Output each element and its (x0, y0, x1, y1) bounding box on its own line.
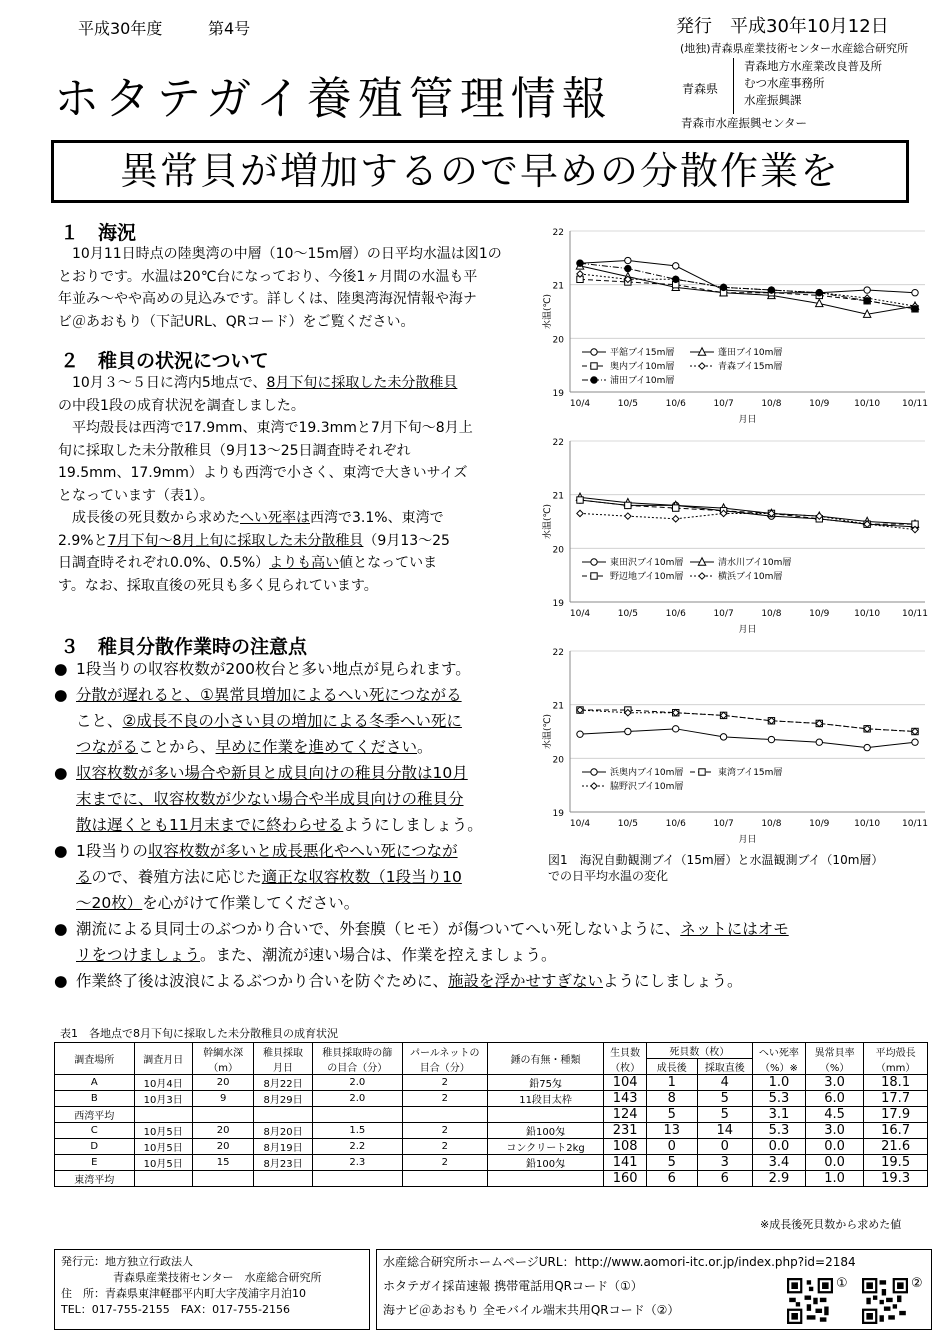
header-weight: 錘の有無・種類 (487, 1043, 604, 1075)
publisher-city-center: 青森市水産振興センター (681, 116, 808, 130)
header-abnormal: 異常貝率 （%） (805, 1043, 863, 1075)
y-axis-label: 水温(℃) (543, 713, 553, 750)
text: ようにしましょう。 (343, 816, 483, 834)
table-cell: E (55, 1155, 135, 1171)
data-point (816, 739, 822, 745)
underlined-text: ～20枚） (76, 894, 143, 912)
data-point (864, 287, 870, 293)
text: 1段当りの収容枚数が200枚台と多い地点が見られます。 (76, 660, 471, 678)
y-tick-label: 20 (552, 755, 564, 766)
section-1-line: 年並み～やや高めの見込みです。詳しくは、陸奥湾海況情報や海ナ (58, 291, 477, 307)
table-cell: 108 (604, 1139, 646, 1155)
table-cell: 11段目太枠 (487, 1091, 604, 1107)
data-point (699, 573, 705, 579)
table-cell: 0 (697, 1139, 752, 1155)
table-cell: 3.0 (805, 1123, 863, 1139)
x-tick-label: 10/8 (761, 609, 782, 619)
table-cell: 19.3 (864, 1171, 928, 1187)
legend-label: 奥内ブイ10m層 (610, 362, 675, 372)
table-cell: 20 (192, 1075, 254, 1091)
table-cell: D (55, 1139, 135, 1155)
x-tick-label: 10/9 (809, 609, 830, 619)
text: こと、 (76, 712, 123, 730)
x-tick-label: 10/9 (809, 399, 830, 409)
underlined-text: つながる (76, 738, 139, 756)
table-cell: 3 (697, 1155, 752, 1171)
underlined-text: ネットにはオモ (680, 920, 789, 938)
data-point (577, 260, 583, 266)
table-cell: 124 (604, 1107, 646, 1123)
section-3-bullets-wide (54, 916, 924, 994)
underlined-text: へい死率は (240, 510, 310, 526)
data-point (673, 263, 679, 269)
bullet-dot: ● (54, 972, 68, 990)
table-cell: 2.9 (752, 1171, 805, 1187)
underlined-text: 収容枚数が多いと成長悪化やへい死につなが (147, 842, 458, 860)
table-cell (402, 1171, 487, 1187)
table-cell: 0.0 (805, 1139, 863, 1155)
address: 住 所：青森県東津軽郡平内町大字茂浦字月泊10 (61, 1287, 306, 1300)
text: 値となっていま (339, 555, 438, 571)
table-cell: 2.2 (312, 1139, 402, 1155)
table-row (55, 1171, 928, 1187)
bullet-dot: ● (54, 764, 68, 782)
legend-label: 野辺地ブイ10m層 (610, 572, 684, 582)
table-cell: 1.5 (312, 1123, 402, 1139)
legend-label: 青森ブイ15m層 (718, 362, 783, 372)
x-axis-label: 月日 (738, 415, 757, 425)
x-tick-label: 10/10 (854, 819, 881, 829)
data-point (577, 731, 583, 737)
qr-code-1[interactable] (787, 1278, 833, 1324)
y-tick-label: 21 (552, 491, 564, 502)
text: 2.9%と (58, 532, 108, 549)
data-point (591, 349, 597, 355)
data-point (625, 728, 631, 734)
section-3-bullets (54, 656, 548, 916)
text: ことから、 (138, 738, 216, 756)
table-cell: 4.5 (805, 1107, 863, 1123)
header-mortality: へい死率 （%）※ (752, 1043, 805, 1075)
table-cell: 104 (604, 1075, 646, 1091)
table-cell: 160 (604, 1171, 646, 1187)
y-tick-label: 21 (552, 281, 564, 292)
text: 潮流による貝同士のぶつかり合いで、外套膜（ヒモ）が傷ついてへい死しないように、 (76, 920, 681, 938)
table-cell: 鉛100匁 (487, 1123, 604, 1139)
header-collect: 稚貝採取 月日 (254, 1043, 312, 1075)
text: ので、養殖方法に応じた (91, 868, 262, 886)
y-tick-label: 19 (552, 809, 564, 819)
underlined-text: 8月下旬に採取した未分散稚貝 (266, 375, 458, 391)
x-tick-label: 10/7 (713, 399, 734, 409)
y-tick-label: 19 (552, 389, 564, 399)
x-tick-label: 10/4 (569, 609, 591, 619)
header-length: 平均殻長 （mm） (864, 1043, 928, 1075)
legend-label: 清水川ブイ10m層 (718, 558, 792, 568)
table-cell: 8月23日 (254, 1155, 312, 1171)
y-tick-label: 22 (552, 438, 564, 448)
publisher-list (733, 58, 929, 114)
table-cell: 18.1 (864, 1075, 928, 1091)
x-tick-label: 10/9 (809, 819, 830, 829)
figure-caption (548, 852, 883, 884)
table-cell (402, 1107, 487, 1123)
text: 日調査時それぞれ0.0%、0.5%） (58, 555, 270, 571)
header-pearl: パールネットの 目合（分） (402, 1043, 487, 1075)
data-point (591, 573, 597, 579)
text: 成長後の死貝数から求めた (58, 510, 240, 526)
table-row (55, 1107, 928, 1123)
table-cell: 20 (192, 1123, 254, 1139)
table-cell (254, 1171, 312, 1187)
table-cell: 1.0 (805, 1171, 863, 1187)
data-point (591, 783, 597, 789)
table-cell: 1 (646, 1075, 697, 1091)
header-dead: 死貝数（枚） (646, 1043, 752, 1059)
homepage-url[interactable]: 水産総合研究所ホームページURL：http://www.aomori-itc.or.jp/index.php?id=2184 (383, 1255, 856, 1269)
data-point (912, 739, 918, 745)
x-tick-label: 10/7 (713, 609, 734, 619)
table-cell (487, 1171, 604, 1187)
publisher-office-1: 青森地方水産業改良普及所 (744, 59, 882, 73)
table-cell: 6 (646, 1171, 697, 1187)
x-tick-label: 10/5 (617, 819, 638, 829)
table-cell: 8月29日 (254, 1091, 312, 1107)
x-tick-label: 10/10 (854, 399, 881, 409)
text: 。また、潮流が速い場合は、作業を控えましょう。 (200, 946, 557, 964)
table-cell: 15 (192, 1155, 254, 1171)
underlined-text: 早めに作業を進めてください (215, 738, 418, 756)
table-cell (312, 1107, 402, 1123)
table-cell: 3.1 (752, 1107, 805, 1123)
data-point (673, 505, 679, 511)
text: 19.5mm、17.9mm）よりも西湾で小さく、東湾で大きいサイズ (58, 465, 468, 481)
table-cell (134, 1171, 192, 1187)
qr2-description: 海ナビ＠あおもり 全モバイル端末共用QRコード（②） (383, 1303, 680, 1317)
phone-fax: TEL：017-755-2155 FAX：017-755-2156 (61, 1303, 291, 1316)
legend-label: 蓬田ブイ10m層 (718, 348, 783, 358)
x-tick-label: 10/11 (902, 819, 928, 829)
table-cell: 2 (402, 1139, 487, 1155)
caption-line: 図1 海況自動観測ブイ（15m層）と水温観測ブイ（10m層） (548, 853, 884, 867)
table-cell: 6 (697, 1171, 752, 1187)
x-tick-label: 10/4 (569, 399, 591, 409)
publisher-office-2: むつ水産事務所 (744, 76, 825, 90)
growth-table (54, 1042, 928, 1187)
x-axis-label: 月日 (738, 625, 757, 635)
x-tick-label: 10/6 (665, 609, 686, 619)
table-cell: 1.0 (752, 1075, 805, 1091)
underlined-text: 施設を浮かせすぎない (448, 972, 604, 990)
section-1-line: ビ＠あおもり（下記URL、QRコード）をご覧ください。 (58, 313, 415, 330)
table-cell: 3.4 (752, 1155, 805, 1171)
caption-line: での日平均水温の変化 (548, 869, 669, 883)
table-cell: 143 (604, 1091, 646, 1107)
section-1-heading: １ 海況 (60, 222, 137, 244)
text: 西湾で3.1%、東湾で (310, 510, 444, 526)
newsletter-title: ホタテガイ養殖管理情報 (54, 72, 613, 125)
table-cell: 16.7 (864, 1123, 928, 1139)
text: 旬に採取した未分散稚貝（9月13～25日調査時それぞれ (58, 442, 411, 459)
data-point (591, 559, 597, 565)
x-axis-label: 月日 (738, 835, 757, 845)
table-cell: 2 (402, 1091, 487, 1107)
data-point (577, 497, 583, 503)
issuer-name: 青森県産業技術センター 水産総合研究所 (113, 1271, 322, 1284)
text: 平均殻長は西湾で17.9mm、東湾で19.3mmと7月下旬～8月上 (58, 420, 473, 436)
table-cell: A (55, 1075, 135, 1091)
table-cell: 231 (604, 1123, 646, 1139)
data-point (577, 510, 583, 516)
header-dead-after: 成長後 (646, 1059, 697, 1075)
table-cell: 3.0 (805, 1075, 863, 1091)
x-tick-label: 10/6 (665, 819, 686, 829)
qr1-description: ホタテガイ採苗速報 携帯電話用QRコード（①） (383, 1279, 643, 1293)
issue-number: 第4号 (208, 19, 251, 38)
table-cell: 10月3日 (134, 1091, 192, 1107)
table-cell: 東湾平均 (55, 1171, 135, 1187)
header-count: 生貝数 （枚） (604, 1043, 646, 1075)
table-cell: 141 (604, 1155, 646, 1171)
table-cell: 10月5日 (134, 1123, 192, 1139)
table-cell: コンクリート2kg (487, 1139, 604, 1155)
table-cell: 8月20日 (254, 1123, 312, 1139)
headline-box: 異常貝が増加するので早めの分散作業を (51, 140, 909, 203)
header-date: 調査月日 (134, 1043, 192, 1075)
underlined-text: る (76, 868, 92, 886)
legend-label: 東田沢ブイ10m層 (610, 558, 684, 568)
table-cell: 14 (697, 1123, 752, 1139)
data-point (912, 290, 918, 296)
table-cell: 西湾平均 (55, 1107, 135, 1123)
text: 10月３～５日に湾内5地点で、 (58, 375, 267, 391)
legend-label: 浜奥内ブイ10m層 (610, 768, 684, 778)
underlined-text: 散は遅くとも11月末までに終わらせる (76, 816, 344, 834)
table-cell: 13 (646, 1123, 697, 1139)
table-cell: 0.0 (752, 1139, 805, 1155)
x-tick-label: 10/11 (902, 399, 928, 409)
data-point (673, 276, 679, 282)
legend-label: 東湾ブイ15m層 (718, 768, 783, 778)
x-tick-label: 10/8 (761, 819, 782, 829)
underlined-text: リをつけましょう (76, 946, 201, 964)
table-row (55, 1155, 928, 1171)
table-cell (312, 1171, 402, 1187)
text: す。なお、採取直後の死貝も多く見られています。 (58, 577, 378, 594)
publisher-institute: (地独)青森県産業技術センター水産総合研究所 (680, 42, 909, 55)
bullet-dot: ● (54, 842, 68, 860)
table-cell: 21.6 (864, 1139, 928, 1155)
table-cell: 0.0 (805, 1155, 863, 1171)
x-tick-label: 10/7 (713, 819, 734, 829)
underlined-text: よりも高い (269, 555, 340, 571)
underlined-text: 収容枚数が多い場合や新貝と成貝向けの稚貝分散は10月 (76, 764, 468, 782)
table-cell: 5 (646, 1107, 697, 1123)
legend-label: 平舘ブイ15m層 (610, 348, 675, 358)
y-axis-label: 水温(℃) (543, 503, 553, 540)
publisher-office-3: 水産振興課 (744, 93, 802, 107)
section-1-line: 10月11日時点の陸奥湾の中層（10～15m層）の日平均水温は図1の (58, 246, 502, 262)
water-temperature-charts (540, 215, 935, 845)
table-cell: 鉛100匁 (487, 1155, 604, 1171)
y-tick-label: 21 (552, 701, 564, 712)
series-line (580, 497, 915, 524)
table-cell: 19.5 (864, 1155, 928, 1171)
data-point (673, 726, 679, 732)
header-dead-just: 採取直後 (697, 1059, 752, 1075)
text: 1段当りの (76, 842, 148, 860)
table-cell: 8 (646, 1091, 697, 1107)
table-header-row (55, 1043, 928, 1059)
x-tick-label: 10/11 (902, 609, 928, 619)
table-cell (254, 1107, 312, 1123)
underlined-text: 末までに、収容枚数が少ない場合や半成貝向けの稚貝分 (76, 790, 464, 808)
section-2-body (58, 372, 543, 597)
table-cell: 5.3 (752, 1123, 805, 1139)
table-cell: 2 (402, 1075, 487, 1091)
data-point (673, 516, 679, 522)
text: （9月13～25 (363, 532, 450, 549)
table-cell: 5 (697, 1091, 752, 1107)
data-point (625, 265, 631, 271)
table-row (55, 1139, 928, 1155)
header-site: 調査場所 (55, 1043, 135, 1075)
table-cell: 4 (697, 1075, 752, 1091)
table-cell (192, 1107, 254, 1123)
x-tick-label: 10/5 (617, 399, 638, 409)
data-point (720, 734, 726, 740)
x-tick-label: 10/8 (761, 399, 782, 409)
table-cell: 2.3 (312, 1155, 402, 1171)
data-point (591, 769, 597, 775)
underlined-text: 7月下旬～8月上旬に採取した未分散稚貝 (107, 532, 364, 549)
table-caption: 表1 各地点で8月下旬に採取した未分散稚貝の成育状況 (60, 1027, 338, 1040)
x-tick-label: 10/5 (617, 609, 638, 619)
data-point (699, 363, 705, 369)
data-point (625, 257, 631, 263)
text: 作業終了後は波浪によるぶつかり合いを防ぐために、 (76, 972, 449, 990)
data-point (768, 736, 774, 742)
section-2-heading: ２ 稚貝の状況について (60, 350, 269, 372)
table-cell: B (55, 1091, 135, 1107)
x-tick-label: 10/6 (665, 399, 686, 409)
table-cell: 20 (192, 1139, 254, 1155)
publisher-prefecture: 青森県 (682, 82, 719, 96)
table-cell: 8月19日 (254, 1139, 312, 1155)
x-tick-label: 10/4 (569, 819, 591, 829)
data-point (625, 502, 631, 508)
table-cell: 5 (697, 1107, 752, 1123)
data-point (591, 363, 597, 369)
table-cell: 鉛75匁 (487, 1075, 604, 1091)
underlined-text: 分散が遅れると、①異常貝増加によるへい死につながる (76, 686, 462, 704)
table-cell: 5 (646, 1155, 697, 1171)
table-cell: 0 (646, 1139, 697, 1155)
header-mesh: 稚貝採取時の篩 の目合（分） (312, 1043, 402, 1075)
table-row (55, 1123, 928, 1139)
data-point (816, 290, 822, 296)
table-cell: 10月4日 (134, 1075, 192, 1091)
table-cell: 2 (402, 1155, 487, 1171)
table-cell: 6.0 (805, 1091, 863, 1107)
footer-contact (54, 1249, 370, 1330)
issuer-label: 発行元：地方独立行政法人 (61, 1255, 193, 1268)
text: の中段1段の成育状況を調査しました。 (58, 397, 305, 414)
table-cell: 10月5日 (134, 1155, 192, 1171)
table-cell: 2.0 (312, 1075, 402, 1091)
legend-label: 脇野沢ブイ10m層 (610, 782, 684, 792)
issue-year: 平成30年度 (78, 19, 163, 38)
data-point (720, 284, 726, 290)
data-point (591, 377, 597, 383)
table-cell: 8月22日 (254, 1075, 312, 1091)
y-tick-label: 20 (552, 545, 564, 556)
table-cell: 17.7 (864, 1091, 928, 1107)
data-point (768, 287, 774, 293)
bullet-dot: ● (54, 920, 68, 938)
text: となっています（表1）。 (58, 487, 214, 504)
section-1-body (58, 243, 543, 333)
x-tick-label: 10/10 (854, 609, 881, 619)
y-axis-label: 水温(℃) (543, 293, 553, 330)
table-cell (192, 1171, 254, 1187)
table-cell: 17.9 (864, 1107, 928, 1123)
qr-code-2[interactable] (862, 1278, 908, 1324)
text: ようにしましょう。 (603, 972, 743, 990)
y-tick-label: 22 (552, 228, 564, 238)
legend-label: 浦田ブイ10m層 (610, 376, 675, 386)
section-3-heading: ３ 稚貝分散作業時の注意点 (60, 636, 308, 658)
table-cell (487, 1107, 604, 1123)
y-tick-label: 22 (552, 648, 564, 658)
bullet-dot: ● (54, 660, 68, 678)
qr1-mark: ① (836, 1276, 848, 1291)
publication-date: 発行 平成30年10月12日 (676, 16, 889, 37)
data-point (912, 306, 918, 312)
legend-label: 横浜ブイ10m層 (718, 572, 783, 582)
text: 。 (417, 738, 433, 756)
data-point (864, 298, 870, 304)
table-note: ※成長後死貝数から求めた値 (760, 1218, 902, 1231)
table-cell: 10月5日 (134, 1139, 192, 1155)
table-row (55, 1091, 928, 1107)
section-1-line: とおりです。水温は20℃台になっており、今後1ヶ月間の水温も平 (58, 268, 478, 285)
table-cell (134, 1107, 192, 1123)
table-row (55, 1075, 928, 1091)
data-point (699, 769, 705, 775)
table-cell: 5.3 (752, 1091, 805, 1107)
underlined-text: 適正な収容枚数（1段当り10 (261, 868, 462, 886)
bullet-dot: ● (54, 686, 68, 704)
underlined-text: ②成長不良の小さい貝の増加による冬季へい死に (122, 712, 462, 730)
text: を心がけて作業してください。 (142, 894, 360, 912)
qr2-mark: ② (911, 1276, 923, 1291)
y-tick-label: 20 (552, 335, 564, 346)
data-point (864, 744, 870, 750)
data-point (625, 513, 631, 519)
table-cell: 2.0 (312, 1091, 402, 1107)
footer-links (376, 1249, 932, 1330)
table-cell: 9 (192, 1091, 254, 1107)
header-depth: 幹綱水深 （m） (192, 1043, 254, 1075)
table-cell: 2 (402, 1123, 487, 1139)
y-tick-label: 19 (552, 599, 564, 609)
table-cell: C (55, 1123, 135, 1139)
